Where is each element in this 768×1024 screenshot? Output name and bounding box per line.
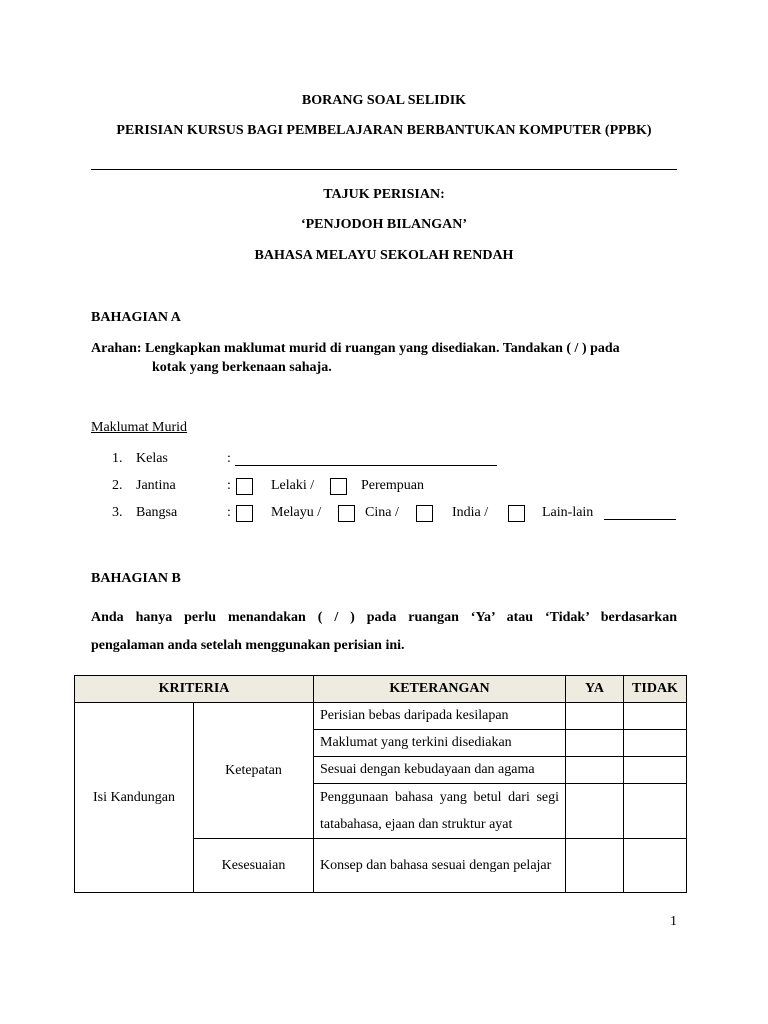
malay-checkbox[interactable] [236,505,253,522]
yes-checkbox-cell[interactable] [566,839,624,893]
subcategory-accuracy: Ketepatan [194,703,314,839]
others-input-line[interactable] [604,519,676,520]
chinese-checkbox[interactable] [338,505,355,522]
software-label: TAJUK PERISIAN: [323,187,445,202]
no-checkbox-cell[interactable] [624,784,687,839]
description-cell: Perisian bebas daripada kesilapan [314,703,566,730]
no-checkbox-cell[interactable] [624,730,687,757]
race-label: Bangsa [136,505,178,520]
indian-option-label: India / [452,505,489,520]
header-no: TIDAK [624,676,687,703]
student-info-heading: Maklumat Murid [91,420,188,435]
indian-checkbox[interactable] [416,505,433,522]
chinese-option-label: Cina / [365,505,399,520]
male-option-label: Lelaki / [271,478,315,493]
malay-option-label: Melayu / [271,505,322,520]
form-title: BORANG SOAL SELIDIK [301,93,467,108]
colon: : [227,478,231,493]
criteria-table [74,675,687,893]
header-yes: YA [566,676,624,703]
software-name: ‘PENJODOH BILANGAN’ [300,217,468,232]
description-cell: Konsep dan bahasa sesuai dengan pelajar [320,858,552,873]
female-checkbox[interactable] [330,478,347,495]
yes-checkbox-cell[interactable] [566,784,624,839]
yes-checkbox-cell[interactable] [566,757,624,784]
others-option-label: Lain-lain [542,505,594,520]
section-a-instruction-2: kotak yang berkenaan sahaja. [152,360,332,375]
item-number: 1. [112,451,123,466]
female-option-label: Perempuan [361,478,424,493]
no-checkbox-cell[interactable] [624,703,687,730]
class-input-line[interactable] [235,465,497,466]
divider-line [91,169,677,170]
colon: : [227,505,231,520]
male-checkbox[interactable] [236,478,253,495]
item-number: 2. [112,478,123,493]
section-a-instruction-1: Arahan: Lengkapkan maklumat murid di ruangan yang disediakan. Tandakan ( / ) pada [91,341,620,356]
yes-checkbox-cell[interactable] [566,730,624,757]
description-cell: Maklumat yang terkini disediakan [314,730,566,757]
form-subtitle: PERISIAN KURSUS BAGI PEMBELAJARAN BERBANTUKAN KOMPUTER (PPBK) [116,123,652,138]
colon: : [227,451,231,466]
no-checkbox-cell[interactable] [624,839,687,893]
subject-title: BAHASA MELAYU SEKOLAH RENDAH [254,248,514,263]
description-cell: Sesuai dengan kebudayaan dan agama [314,757,566,784]
header-description: KETERANGAN [314,676,566,703]
others-checkbox[interactable] [508,505,525,522]
section-b-heading: BAHAGIAN B [91,571,181,586]
gender-label: Jantina [136,478,176,493]
class-label: Kelas [136,451,168,466]
section-b-instruction-2: pengalaman anda setelah menggunakan perisian ini. [91,638,405,653]
item-number: 3. [112,505,123,520]
subcategory-suitability: Kesesuaian [194,839,314,893]
page-number: 1 [670,914,677,929]
category-cell: Isi Kandungan [75,703,194,893]
description-cell: Penggunaan bahasa yang betul dari segi tatabahasa, ejaan dan struktur ayat [320,790,559,832]
yes-checkbox-cell[interactable] [566,703,624,730]
section-b-instruction-1: Anda hanya perlu menandakan ( / ) pada ruangan ‘Ya’ atau ‘Tidak’ berdasarkan [91,610,677,625]
section-a-heading: BAHAGIAN A [91,310,181,325]
no-checkbox-cell[interactable] [624,757,687,784]
header-criteria: KRITERIA [75,676,314,703]
